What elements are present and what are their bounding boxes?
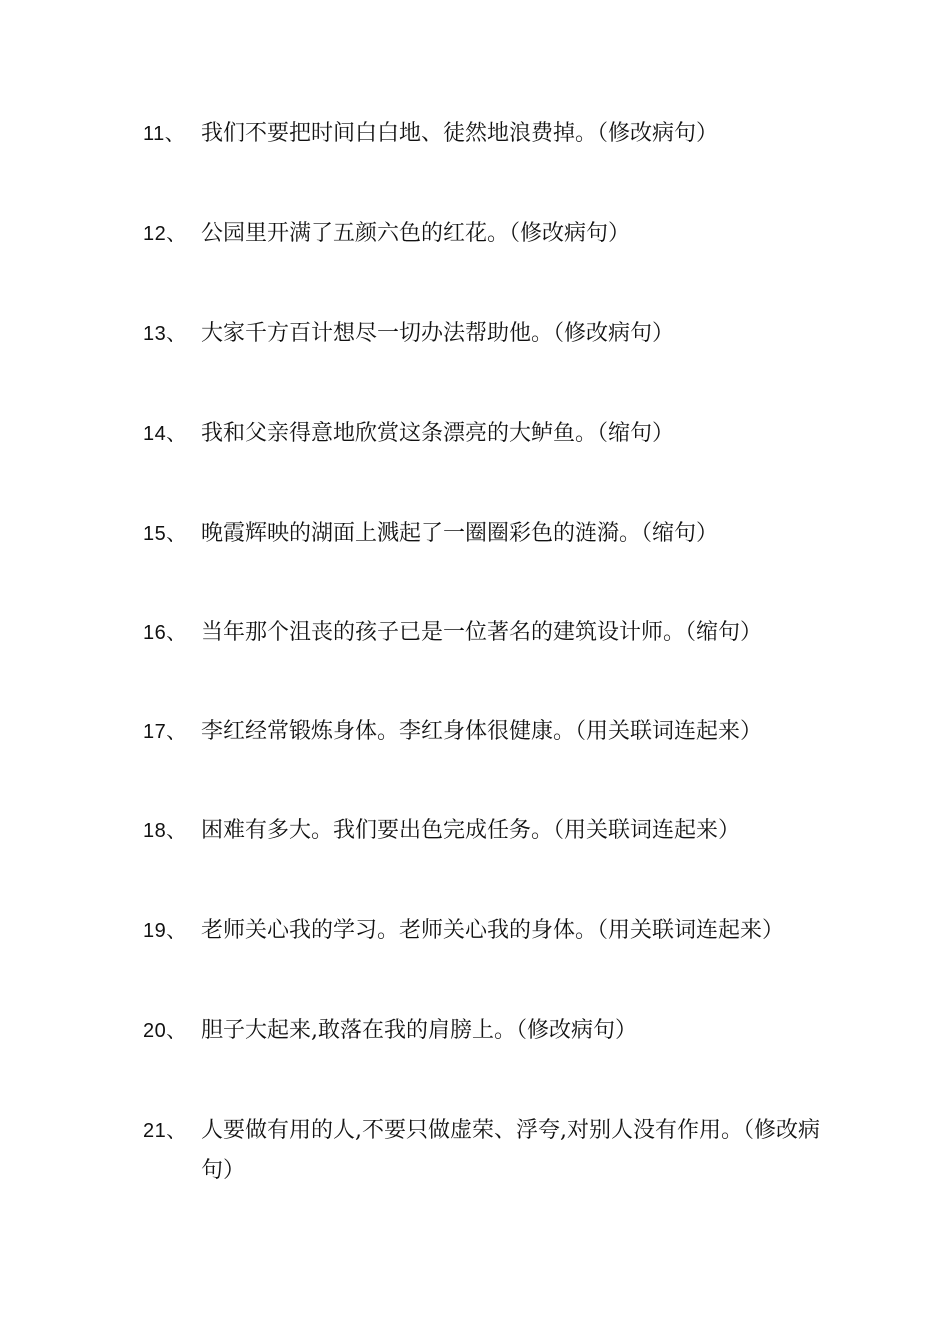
exercise-item-12 (143, 214, 823, 254)
item-number: 20、 (143, 1020, 187, 1042)
item-text: 大家千方百计想尽一切办法帮助他。（修改病句） (201, 321, 675, 346)
item-number: 12、 (143, 223, 187, 245)
item-number: 11、 (143, 123, 186, 145)
exercise-item-14 (143, 414, 823, 454)
exercise-item-19 (143, 911, 823, 951)
item-text: 李红经常锻炼身体。李红身体很健康。（用关联词连起来） (201, 719, 763, 744)
item-text: 公园里开满了五颜六色的红花。（修改病句） (201, 221, 631, 246)
item-number: 16、 (143, 622, 187, 644)
item-text: 我和父亲得意地欣赏这条漂亮的大鲈鱼。（缩句） (201, 421, 675, 446)
exercise-item-20 (143, 1011, 823, 1051)
item-number: 13、 (143, 323, 187, 345)
item-text: 困难有多大。我们要出色完成任务。（用关联词连起来） (201, 818, 741, 843)
item-text: 晚霞辉映的湖面上溅起了一圈圈彩色的涟漪。（缩句） (201, 521, 719, 546)
exercise-item-21 (143, 1111, 823, 1191)
item-text: 人要做有用的人,不要只做虚荣、浮夸,对别人没有作用。（修改病句） (201, 1118, 820, 1183)
exercise-item-17 (143, 712, 823, 752)
item-text: 当年那个沮丧的孩子已是一位著名的建筑设计师。（缩句） (201, 620, 763, 645)
item-text: 老师关心我的学习。老师关心我的身体。（用关联词连起来） (201, 918, 785, 943)
item-number: 19、 (143, 920, 187, 942)
exercise-item-16 (143, 613, 823, 653)
item-number: 14、 (143, 423, 187, 445)
item-text: 胆子大起来,敢落在我的肩膀上。（修改病句） (201, 1018, 637, 1043)
exercise-item-18 (143, 811, 823, 851)
item-text: 我们不要把时间白白地、徒然地浪费掉。（修改病句） (201, 121, 719, 146)
item-number: 17、 (143, 721, 187, 743)
exercise-item-11 (143, 114, 823, 154)
item-number: 15、 (143, 523, 187, 545)
item-number: 21、 (143, 1120, 187, 1142)
item-number: 18、 (143, 820, 187, 842)
exercise-item-13 (143, 314, 823, 354)
exercise-item-15 (143, 514, 823, 554)
